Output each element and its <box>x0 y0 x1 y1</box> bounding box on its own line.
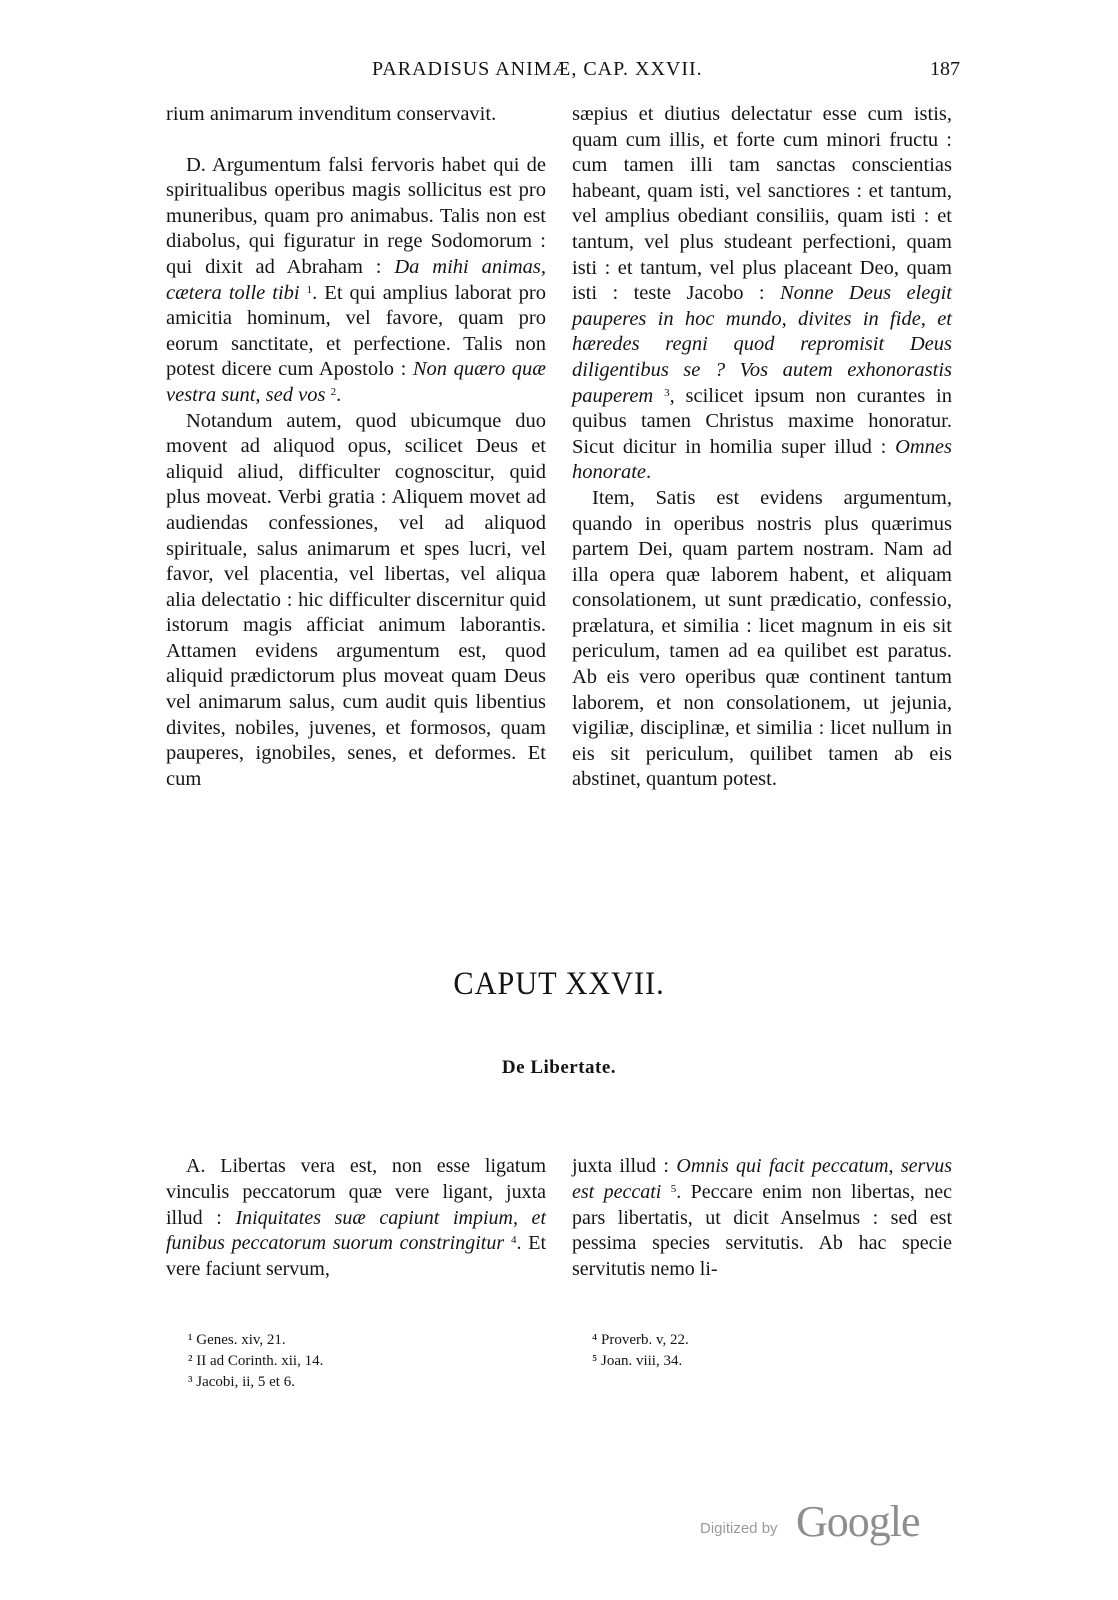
quote-jacobi: Nonne Deus elegit pauperes in hoc mundo, divites in fide, et hæredes regni quod repromisit Deus diligentibus se ? Vos autem exhonorastis pauperem <box>572 282 952 407</box>
page-header <box>150 58 960 86</box>
quote-john: Omnis qui facit peccatum, servus est peccati <box>572 1155 952 1203</box>
paragraph-item: Item, Satis est evidens argumentum, quando in operibus nostris plus quærimus partem Dei, quam partem nostram. Nam ad illa opera quæ laborem habent, et aliquam consolationem, ut sunt prædicatio, confessio, prælatura, et similia : licet magnum in eis sit periculum, tamen ad ea quilibet est paratus. Ab eis vero operibus quæ continent tantum laborem, et non consolationem, ut jejunia, vigiliæ, disciplinæ, et similia : licet nullum in eis sit periculum, quilibet tamen ab eis abstinet, quantum potest. <box>572 486 952 791</box>
paragraph-juxta: juxta illud : Omnis qui facit peccatum, servus est peccati $^5$. Peccare enim non libertas, nec pars libertatis, ut dicit Anselmus : sed est pessima species servitutis. Ab hac specie servitutis nemo li- <box>572 1155 953 1281</box>
right-column-bottom <box>572 1154 952 1283</box>
google-logo: Google <box>796 1497 920 1546</box>
footnote-item: ² II ad Corinth. xii, 14. <box>188 1353 324 1369</box>
left-column-top <box>166 102 546 792</box>
chapter-title: CAPUT XXVII. <box>453 966 665 1002</box>
footnote-item: ¹ Genes. xiv, 21. <box>188 1332 286 1348</box>
paragraph-continuation: rium animarum invenditum conservavit. <box>166 103 497 125</box>
footnote-ref-3[interactable]: 3 <box>664 386 670 399</box>
quote-omnes-honorate: Omnes honorate <box>572 435 952 484</box>
footnote-ref-4[interactable]: 4 <box>510 1234 517 1247</box>
page-number: 187 <box>930 58 960 80</box>
footnotes-right <box>592 1330 689 1372</box>
quote-proverbs: Iniquitates suæ capiunt impium, et funibus peccatorum suorum constringitur <box>166 1206 546 1255</box>
left-column-bottom <box>166 1154 546 1283</box>
quote-corinthians: Non quæro quæ vestra sunt, sed vos <box>166 358 546 406</box>
quote-genesis: Da mihi animas, cætera tolle tibi <box>166 255 546 304</box>
paragraph-notandum: Notandum autem, quod ubicumque duo movent ad aliquod opus, scilicet Deus et aliquid aliud, difficulter cognoscitur, quid plus moveat. Verbi gratia : Aliquem movet ad audiendas confessiones, vel ad aliquod spirituale, salus animarum et spes lucri, vel favor, vel placentia, vel libertas, vel aliqua alia delectatio : hic difficulter discernitur quid istorum magis afficiat animum laborantis. Attamen evidens argumentum est, quod aliquid prædictorum plus moveat quam Deus vel animarum salus, cum audit quis libentius divites, nobiles, juvenes, et formosos, quam pauperes, ignobiles, senes, et deformes. Et cum <box>166 409 546 790</box>
chapter-subtitle: De Libertate. <box>501 1057 617 1078</box>
footnote-ref-1[interactable]: 1 <box>306 283 313 296</box>
footnote-item: ⁵ Joan. viii, 34. <box>592 1353 683 1369</box>
paragraph-d: D. Argumentum falsi fervoris habet qui de spiritualibus operibus magis sollicitus est pro muneribus, quam pro animabus. Talis non est diabolus, qui figuratur in rege Sodomorum : qui dixit ad Abraham : Da mihi animas, cætera tolle tibi $^1$. Et qui amplius laborat pro amicitia hominum, vel favore, quam pro eorum sanctitate, et perfectione. Talis non potest dicere cum Apostolo : Non quæro quæ vestra sunt, sed vos $^2$. <box>166 153 546 406</box>
footnote-ref-5[interactable]: 5 <box>670 1182 677 1195</box>
footnote-item: ³ Jacobi, ii, 5 et 6. <box>188 1374 295 1390</box>
footnotes-left <box>188 1330 323 1393</box>
paragraph-saepius: sæpius et diutius delectatur esse cum istis, quam cum illis, et forte cum minori fructu : cum tamen illi tam sanctas conscientias habeant, quam isti, vel sanctiores : et tantum, vel amplius obediant consiliis, quam isti : et tantum, vel plus studeant perfectioni, quam isti : et tantum, vel plus placeant Deo, quam isti : teste Jacobo : Nonne Deus elegit pauperes in hoc mundo, divites in fide, et hæredes regni quod repromisit Deus diligentibus se ? Vos autem exhonorastis pauperem $^3$, scilicet ipsum non curantes in quibus tamen Christus maxime honoratur. Sicut dicitur in homilia super illud : Omnes honorate. <box>572 103 952 484</box>
footnote-ref-2[interactable]: 2 <box>330 385 337 398</box>
google-watermark <box>700 1496 940 1546</box>
running-head: PARADISUS ANIMÆ, CAP. XXVII. <box>372 58 703 80</box>
paragraph-a: A. Libertas vera est, non esse ligatum vinculis peccatorum quæ vere ligant, juxta illud : Iniquitates suæ capiunt impium, et funibus peccatorum suorum constringitur $^4$. Et vere faciunt servum, <box>166 1155 546 1281</box>
footnote-item: ⁴ Proverb. v, 22. <box>592 1332 689 1348</box>
watermark-digitized-by: Digitized by <box>700 1520 778 1537</box>
right-column-top <box>572 102 952 793</box>
